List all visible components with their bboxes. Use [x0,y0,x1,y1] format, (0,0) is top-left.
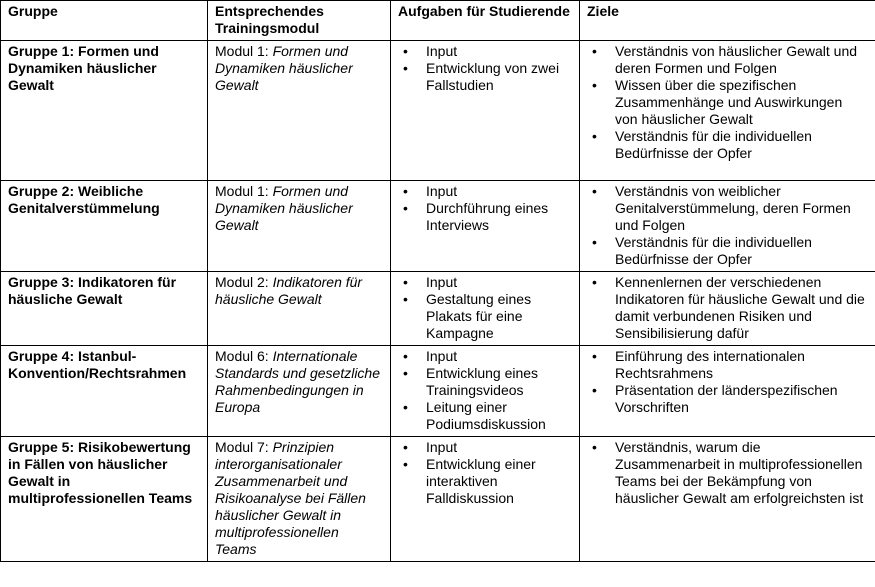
module-number: Modul 6: [215,348,273,364]
bullet-icon: • [592,234,597,250]
group-cell [1,272,208,346]
goals-cell-list [587,43,868,162]
bullet-icon: • [592,128,597,144]
bullet-icon: • [403,439,408,455]
list-item [587,183,868,234]
task-text: Entwicklung einer interaktiven Falldiskussion [426,456,536,506]
bullet-icon: • [403,365,408,381]
tasks-cell [391,41,580,181]
goals-cell [580,272,875,346]
tasks-cell-list [398,183,572,234]
module-cell [208,346,391,437]
module-title: Formen und Dynamiken häuslicher Gewalt [215,43,353,93]
bullet-icon: • [403,399,408,415]
goal-text: Verständnis für die individuellen Bedürfnisse der Opfer [615,234,812,267]
task-text: Input [426,348,458,364]
bullet-icon: • [403,43,408,59]
task-text: Gestaltung eines Plakats für eine Kampagne [426,291,532,341]
goals-cell [580,437,875,562]
goals-cell-list [587,348,868,416]
list-item [587,274,868,342]
group-cell [1,437,208,562]
goal-text: Präsentation der länderspezifischen Vorschriften [615,382,838,415]
task-text: Input [426,43,458,59]
group-name: Gruppe 5: Risikobewertung in Fällen von häuslicher Gewalt in multiprofessionellen Teams [8,439,193,506]
table-row [1,41,875,181]
module-number: Modul 2: [215,274,273,290]
list-item [398,60,572,94]
bullet-icon: • [592,382,597,398]
table-row [1,346,875,437]
bullet-icon: • [403,456,408,472]
task-text: Input [426,274,458,290]
goals-cell-list [587,183,868,268]
list-item [398,399,572,433]
table-row [1,437,875,562]
bullet-icon: • [592,439,597,455]
group-name: Gruppe 2: Weibliche Genitalverstümmelung [8,183,160,216]
module-title: Prinzipien interorganisationaler Zusammenarbeit und Risikoanalyse bei Fällen häuslicher Gewalt in multiprofessionellen Teams [215,439,366,557]
module-title: Internationale Standards und gesetzliche Rahmenbedingungen in Europa [215,348,380,415]
list-item [398,348,572,365]
module-number: Modul 1: [215,183,273,199]
goal-text: Verständnis, warum die Zusammenarbeit in multiprofessionellen Teams bei der Bekämpfung von häuslicher Gewalt am erfolgreichsten ist [615,439,864,506]
list-item [398,274,572,291]
goals-cell [580,41,875,181]
list-item [587,77,868,128]
header-goals: Ziele [580,1,875,41]
list-item [587,234,868,268]
header-tasks: Aufgaben für Studierende [391,1,580,41]
table-header-row [1,1,875,41]
tasks-cell-list [398,274,572,342]
list-item [587,439,868,507]
goals-cell-list [587,274,868,342]
bullet-icon: • [403,60,408,76]
task-text: Input [426,183,458,199]
list-item [398,43,572,60]
bullet-icon: • [403,291,408,307]
table-body [1,41,875,562]
tasks-cell-list [398,43,572,94]
task-text: Entwicklung eines Trainingsvideos [426,365,539,398]
list-item [587,43,868,77]
bullet-icon: • [592,183,597,199]
tasks-cell [391,437,580,562]
goal-text: Kennenlernen der verschiedenen Indikatoren für häusliche Gewalt und die damit verbundenen Risiken und Sensibilisierung dafür [615,274,865,341]
goal-text: Verständnis von weiblicher Genitalverstümmelung, deren Formen und Folgen [615,183,851,233]
list-item [587,348,868,382]
goals-cell-list [587,439,868,507]
module-title: Indikatoren für häusliche Gewalt [215,274,363,307]
group-name: Gruppe 3: Indikatoren für häusliche Gewalt [8,274,177,307]
group-name: Gruppe 1: Formen und Dynamiken häuslicher Gewalt [8,43,159,93]
tasks-cell-list [398,348,572,433]
list-item [398,291,572,342]
tasks-cell [391,272,580,346]
goal-text: Verständnis von häuslicher Gewalt und deren Formen und Folgen [615,43,858,76]
bullet-icon: • [592,43,597,59]
group-cell [1,346,208,437]
list-item [398,439,572,456]
tasks-cell [391,346,580,437]
group-cell [1,41,208,181]
list-item [587,128,868,162]
goal-text: Einführung des internationalen Rechtsrahmens [615,348,805,381]
task-text: Input [426,439,458,455]
bullet-icon: • [403,183,408,199]
table-row [1,181,875,272]
task-text: Durchführung eines Interviews [426,200,549,233]
module-cell [208,437,391,562]
list-item [398,456,572,507]
task-text: Leitung einer Podiumsdiskussion [426,399,546,432]
goals-cell [580,346,875,437]
list-item [398,200,572,234]
bullet-icon: • [403,200,408,216]
group-name: Gruppe 4: Istanbul-Konvention/Rechtsrahmen [8,348,187,381]
tasks-cell [391,181,580,272]
module-number: Modul 7: [215,439,273,455]
goal-text: Verständnis für die individuellen Bedürfnisse der Opfer [615,128,812,161]
goal-text: Wissen über die spezifischen Zusammenhänge und Auswirkungen von häuslicher Gewalt [615,77,843,127]
module-cell [208,41,391,181]
list-item [398,365,572,399]
list-item [398,183,572,200]
module-cell [208,181,391,272]
tasks-cell-list [398,439,572,507]
list-item [587,382,868,416]
module-title: Formen und Dynamiken häuslicher Gewalt [215,183,353,233]
module-number: Modul 1: [215,43,273,59]
header-module: Entsprechendes Trainingsmodul [208,1,391,41]
bullet-icon: • [403,274,408,290]
bullet-icon: • [592,77,597,93]
bullet-icon: • [403,348,408,364]
bullet-icon: • [592,274,597,290]
table-row [1,272,875,346]
bullet-icon: • [592,348,597,364]
goals-cell [580,181,875,272]
header-group: Gruppe [1,1,208,41]
module-cell [208,272,391,346]
group-cell [1,181,208,272]
task-text: Entwicklung von zwei Fallstudien [426,60,560,93]
